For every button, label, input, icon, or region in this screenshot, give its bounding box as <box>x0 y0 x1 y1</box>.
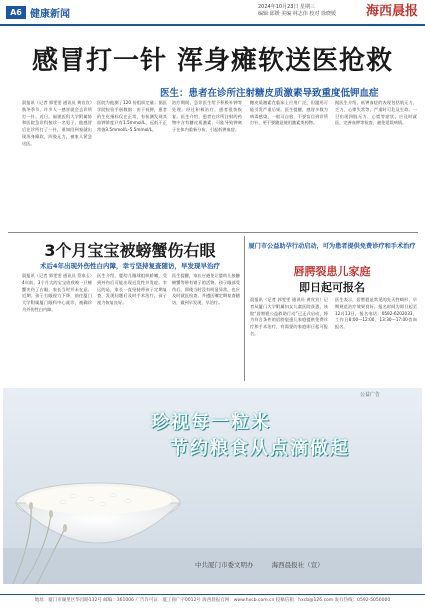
story1-column-1: 晨报讯（记者 郭雯雯 通讯员 黄宣宣）秋冬季节，许多人一感冒就会去诊所打一针。近日，福建医科大学附属协和医院急诊科接诊一名男子，他感冒后在诊所打了一针，谁知回到家就出现浑身瘫软，四肢无力，被家人紧急送医。 <box>22 100 92 146</box>
page-footer: 地址：厦门市湖里区华昌路132号 邮编：361006 广告许可证：厦工商广字0012号 海西晨报官网：www.hxcb.com.cn 投稿信箱：hxcb@126.com 发行热线：0592-5050000 <box>0 594 425 612</box>
story1-column-2: 医院为他测了120 份组织定量；据医学院检验手册数据：由于低钾，患者的生化指标仅在正常，有检测发现其血钾浓度只有1.5mmol/L，远低于正常值3.5mmol/L–5.5mmol/L。 <box>97 100 167 133</box>
ad-label: 公益广告 <box>360 392 381 398</box>
story2-deck: 术后4年出现外伤性白内障，幸亏坚持复查随访，早发现早治疗 <box>39 262 221 270</box>
newspaper-logo: 海西晨报 <box>366 2 420 22</box>
story1-column-4: 糖皮质激素在临床上应用广泛，但滥用可能引发严重后果。医生提醒，感冒多数为病毒感染，一般可自愈，不要盲目到诊所打针，更不要随意使用激素类药物。 <box>250 100 328 126</box>
story3-headline-red: 唇腭裂患儿家庭 <box>293 265 371 278</box>
ad-sponsor-2: 海西晨报社（宣） <box>271 561 324 569</box>
story3-kicker: 厦门市公益助孕行动启动，可为患者提供免费诊疗和手术治疗 <box>248 243 416 250</box>
story3-column-2: 医生表示，唇腭裂是常见的先天性畸形，早期规范治疗效果良好。报名时间为即日起至12月13日，报名电话：0592-6202033，工作日8:00—12:00、13:30—17:00咨询报名。 <box>335 297 417 330</box>
page-header <box>0 0 425 26</box>
vertical-divider <box>244 236 245 381</box>
story2-column-3: 医生提醒，家长应避免让婴幼儿接触螃蟹等带有钳子的活物。孩子眼部受伤后，即使当时没有明显异常，也应及时就医检查，并遵医嘱定期复查随访，做到早发现、早治疗。 <box>172 273 240 306</box>
story3-headline-black: 即日起可报名 <box>299 281 365 294</box>
section-name: 健康新闻 <box>30 9 70 20</box>
ad-slogan-line-1: 珍视每一粒米 <box>151 412 271 433</box>
page-number: A6 <box>6 6 26 19</box>
ad-sponsor-1: 中共厦门市委文明办 <box>195 561 254 569</box>
public-service-ad <box>3 388 422 584</box>
issue-date: 2024年10月23日 星期三 <box>258 4 316 10</box>
story2-column-2: 医生介绍，婴幼儿眼球组织娇嫩，受到外伤后可能出现迟发性并发症。幸运的是，家长一直坚持带孩子定期复查，发现问题后及时手术治疗，孩子视力恢复良好。 <box>97 273 167 306</box>
story2-column-1: 晨报讯（记者 郭雯雯 通讯员 蔡家玉）4年前，3个月大的宝宝欣欣被一只螃蟹夹伤了右眼，家长当时并未在意。近期，孩子右眼视力下降，前往厦门大学附属厦门眼科中心就诊，被确诊为外伤性白内障。 <box>22 273 92 312</box>
ad-slogan-line-2: 节约粮食从点滴做起 <box>170 438 350 459</box>
story1-column-5: 据医生介绍，低钾血症的表现包括肌无力、乏力、心律失常等，严重时可危及生命。一旦出现四肢无力、心慌等症状，应及时就医，完善血钾等检查，避免延误病情。 <box>335 100 417 126</box>
editor-credits: 编辑 邱媛 美编 林志伟 校对 徐晓媛 <box>258 11 336 17</box>
story3-column-1: 晨报讯（记者 郭雯雯 通讯员 黄宣宣）记者从厦门大学附属妇女儿童医院获悉，该院“唇腭裂公益救助行动”已正式启动，将为符合条件的唇腭裂患儿家庭提供免费诊疗和手术治疗，有需要的家庭即日起可报名。 <box>250 297 328 336</box>
story1-subtitle: 医生：患者在诊所注射糖皮质激素导致重度低钾血症 <box>160 88 379 99</box>
story1-column-3: 治疗期间，急诊医生给予积极补钾等处理。经过积极治疗，患者很快恢复。医生介绍，患者在诊所注射的药物中含有糖皮质激素，可能导致钾离子在体内重新分布，引起低钾血症。 <box>172 100 242 133</box>
horizontal-divider <box>8 232 418 233</box>
ad-sponsor <box>195 560 324 569</box>
story2-headline: 3个月宝宝被螃蟹伤右眼 <box>44 241 216 260</box>
story1-headline: 感冒打一针 浑身瘫软送医抢救 <box>31 46 394 76</box>
